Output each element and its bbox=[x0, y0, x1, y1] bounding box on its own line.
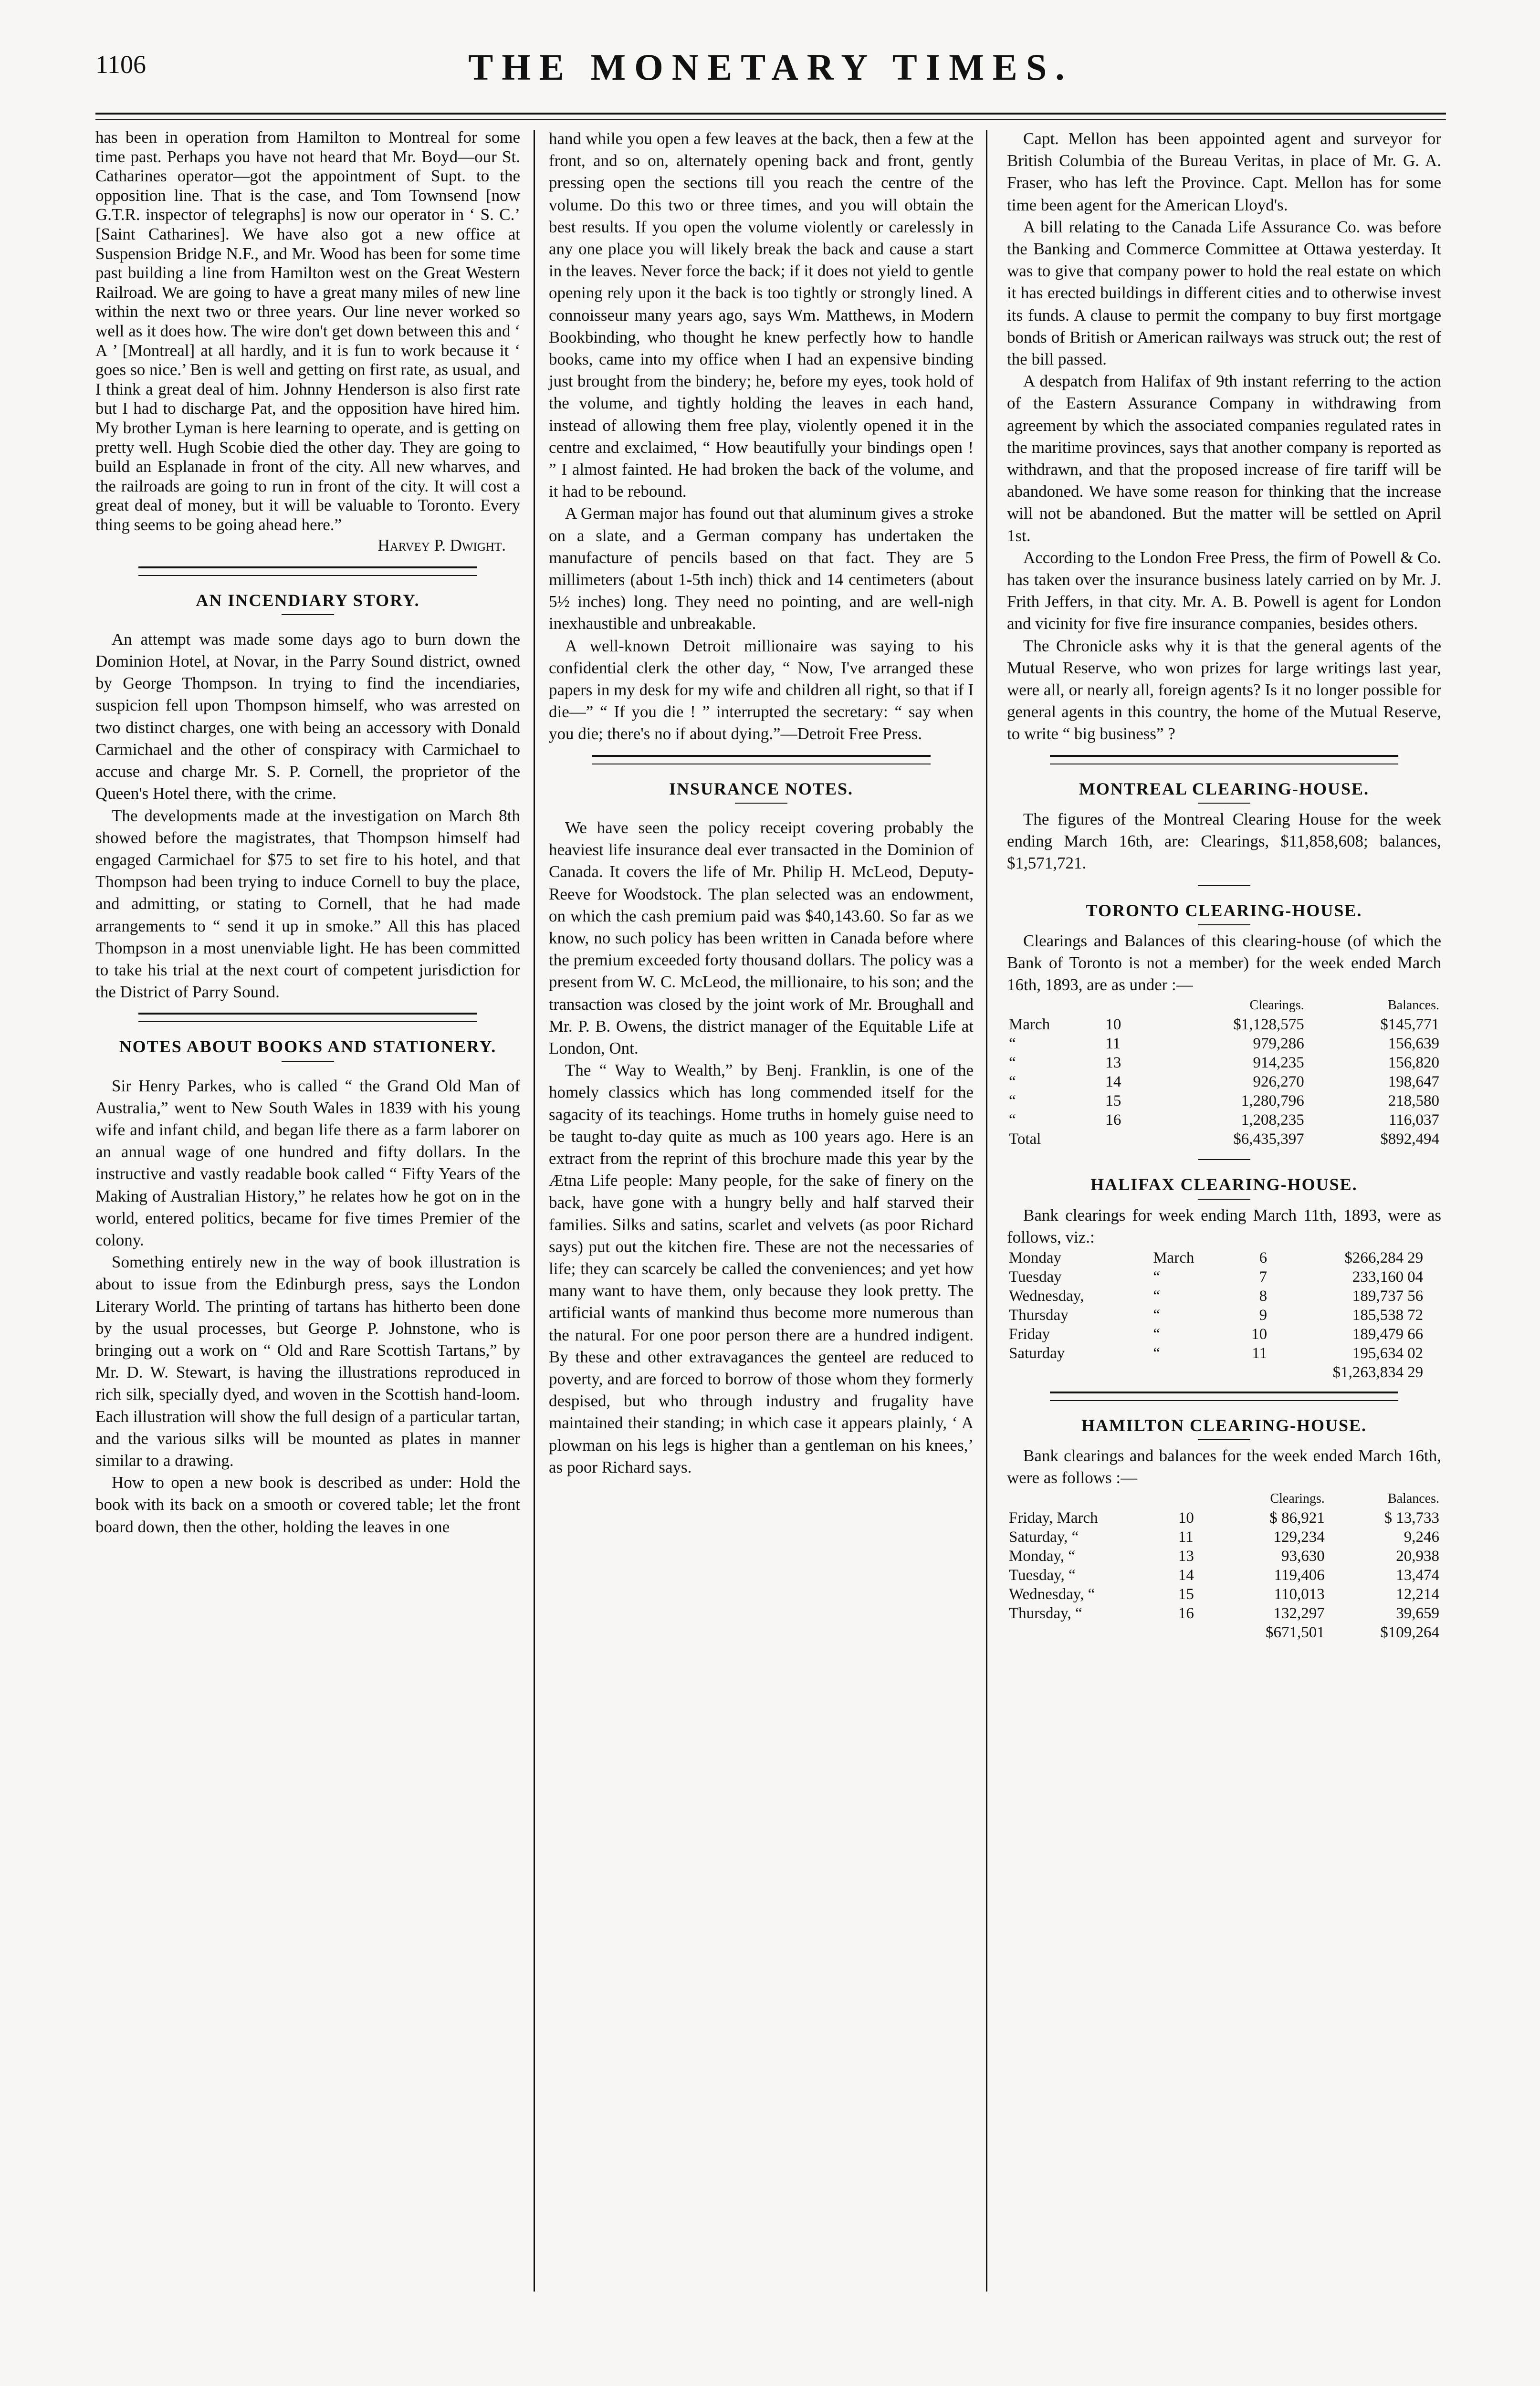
row-day: 10 bbox=[1251, 1325, 1268, 1343]
row-amount: 195,634 bbox=[1352, 1344, 1404, 1362]
halifax-clearing-intro: Bank clearings for week ending March 11th, 1893, were as follows, viz.: bbox=[1007, 1205, 1441, 1246]
total-clearings: $671,501 bbox=[1266, 1623, 1325, 1641]
hamilton-clearing-table bbox=[1007, 1489, 1441, 1642]
table-row bbox=[1007, 1566, 1441, 1585]
heading-rule bbox=[735, 803, 787, 804]
mellon-paragraph: Capt. Mellon has been appointed agent and surveyor for British Columbia of the Bureau Veritas, in place of Mr. G. A. Fraser, who has left the Province. Capt. Mellon has for some time been agent for the American Lloyd's. bbox=[1007, 129, 1441, 214]
toronto-clearing-intro: Clearings and Balances of this clearing-house (of which the Bank of Toronto is not a member) for the week ended March 16th, 1893, are as under :— bbox=[1007, 931, 1441, 994]
section-divider bbox=[1050, 755, 1398, 764]
total-balances: $109,264 bbox=[1380, 1623, 1439, 1641]
row-day: 9 bbox=[1259, 1306, 1268, 1324]
column-2 bbox=[549, 128, 974, 1478]
row-cents: 72 bbox=[1407, 1306, 1424, 1324]
heading-rule bbox=[1198, 924, 1250, 925]
letter-paragraph: has been in operation from Hamilton to Montreal for some time past. Perhaps you have not heard that Mr. Boyd—our St. Catharines operator—got the appointment of Supt. to the opposition line. That is the case, and Tom Townsend [now G.T.R. inspector of telegraphs] is now our operator in ‘ S. C.’ [Saint Catharines]. We have also got a new office at Suspension Bridge N.F., and Mr. Wood has been for some time past building a line from Hamilton west on the Great Western Railroad. We are going to have a great many miles of new line within the next two or three years. Our line never worked so well as it does how. The wire don't get down between this and ‘ A ’ [Montreal] at all hardly, and it is fun to work because it ‘ goes so nice.’ Ben is well and getting on first rate, as usual, and I think a great deal of him. Johnny Henderson is also first rate but I had to discharge Pat, and the opposition have hired him. My brother Lyman is here learning to operate, and is getting on pretty well. Hugh Scobie died the other day. They are going to build an Esplanade in front of the city. All new wharves, and the railroads are going to run in front of the city. It will cost a great deal of money, but it will be valuable to Toronto. Every thing seems to be going ahead here.” bbox=[95, 128, 520, 534]
row-day: 8 bbox=[1259, 1287, 1268, 1305]
row-amount: 189,737 bbox=[1352, 1287, 1404, 1305]
detroit-millionaire-paragraph: A well-known Detroit millionaire was saying to his confidential clerk the other day, “ Now, I've arranged these papers in my desk for my wife and children all right, so that if I die—” “ If you die ! ” interrupted the secretary: “ say when you die; there's no if about dying.”—Detroit Free Press. bbox=[549, 636, 974, 743]
row-weekday: Saturday bbox=[1009, 1344, 1065, 1362]
halifax-clearing-table bbox=[1007, 1248, 1441, 1382]
table-row bbox=[1007, 1053, 1441, 1072]
row-amount: $266,284 bbox=[1344, 1249, 1404, 1266]
hamilton-clearing-intro: Bank clearings and balances for the week ended March 16th, were as follows :— bbox=[1007, 1446, 1441, 1487]
table-row bbox=[1007, 1325, 1441, 1344]
row-day: 15 bbox=[1105, 1092, 1121, 1110]
row-day: 15 bbox=[1178, 1585, 1194, 1603]
masthead-title: THE MONETARY TIMES. bbox=[468, 46, 1073, 88]
row-day: 14 bbox=[1105, 1073, 1121, 1091]
row-weekday: Monday bbox=[1009, 1249, 1061, 1266]
section-divider bbox=[138, 566, 477, 576]
row-month: “ bbox=[1153, 1287, 1160, 1305]
row-balances: 13,474 bbox=[1396, 1566, 1439, 1584]
row-month: “ bbox=[1009, 1054, 1016, 1072]
section-rule bbox=[1198, 885, 1250, 886]
row-day: 11 bbox=[1105, 1035, 1121, 1053]
heading-insurance-notes: INSURANCE NOTES. bbox=[669, 779, 854, 798]
table-row bbox=[1007, 1248, 1441, 1267]
row-cents: 29 bbox=[1407, 1249, 1424, 1266]
table-row bbox=[1007, 1034, 1441, 1053]
row-clearings: 926,270 bbox=[1253, 1073, 1304, 1091]
row-month: “ bbox=[1153, 1344, 1160, 1362]
row-cents: 56 bbox=[1407, 1287, 1424, 1305]
heading-books-stationery: NOTES ABOUT BOOKS AND STATIONERY. bbox=[119, 1037, 497, 1057]
row-balances: 156,639 bbox=[1388, 1035, 1439, 1053]
row-clearings: 132,297 bbox=[1273, 1604, 1325, 1622]
row-month: “ bbox=[1153, 1268, 1160, 1286]
row-clearings: 119,406 bbox=[1274, 1566, 1325, 1584]
incendiary-paragraph-2: The developments made at the investigation on March 8th showed before the magistrates, that Thompson himself had engaged Carmichael for $75 to set fire to his hotel, and that Thompson had been trying to induce Cornell to buy the place, and admitting, or stating to Cornell, that he had made arrangements to “ send it up in smoke.” All this has placed Thompson in a most unenviable light. He has been committed to take his trial at the next court of competent jurisdiction for the District of Parry Sound. bbox=[95, 806, 520, 1002]
row-month: “ bbox=[1153, 1306, 1160, 1324]
column-3 bbox=[1007, 128, 1441, 1642]
table-row bbox=[1007, 1287, 1441, 1306]
row-label: Thursday, “ bbox=[1009, 1604, 1082, 1622]
insurance-paragraph-1: We have seen the policy receipt covering probably the heaviest life insurance deal ever transacted in the Dominion of Canada. It covers the life of Mr. Philip H. McLeod, Deputy-Reeve for Woodstock. The plan selected was an endowment, on which the cash premium paid was $40,143.60. So far as we know, no such policy has been written in Canada before where the premium exceeded forty thousand dollars. The policy was a present from W. C. McLeod, the millionaire, to his son; and the transaction was closed by the joint work of Mr. Broughall and Mr. P. B. Owens, the district manager of the Equitable Life at London, Ont. bbox=[549, 818, 974, 1057]
incendiary-paragraph-1: An attempt was made some days ago to burn down the Dominion Hotel, at Novar, in the Parry Sound district, owned by George Thompson. In trying to find the incendiaries, suspicion fell upon Thompson himself, who was arrested on two distinct charges, one with being an accessory with Donald Carmichael and the other of conspiracy with Carmichael to accuse and charge Mr. S. P. Cornell, the proprietor of the Queen's Hotel there, with the crime. bbox=[95, 629, 520, 803]
header-rule-bottom bbox=[95, 119, 1446, 120]
section-divider bbox=[138, 1013, 477, 1022]
table-row bbox=[1007, 1015, 1441, 1034]
row-day: 14 bbox=[1178, 1566, 1194, 1584]
row-month: March bbox=[1009, 1016, 1050, 1034]
column-rule-1 bbox=[534, 130, 535, 2292]
letter-signature: Harvey P. Dwight. bbox=[377, 536, 506, 555]
heading-rule bbox=[1198, 1199, 1250, 1200]
canada-life-bill-paragraph: A bill relating to the Canada Life Assurance Co. was before the Banking and Commerce Committee at Ottawa yesterday. It was to give that company power to hold the real estate on which it has erected buildings in different cities and to otherwise invest its funds. A clause to permit the company to buy first mortgage bonds of British or American railways was struck out; the rest of the bill passed. bbox=[1007, 217, 1441, 369]
london-free-press-paragraph: According to the London Free Press, the firm of Powell & Co. has taken over the insurance business lately carried on by Mr. J. Frith Jeffers, in that city. Mr. A. B. Powell is agent for London and vicinity for five fire insurance companies, besides others. bbox=[1007, 548, 1441, 633]
row-clearings: 1,208,235 bbox=[1241, 1111, 1304, 1129]
row-day: 11 bbox=[1252, 1344, 1268, 1362]
total-row bbox=[1007, 1130, 1441, 1149]
row-amount: 185,538 bbox=[1352, 1306, 1404, 1324]
row-day: 10 bbox=[1105, 1016, 1121, 1034]
row-month: “ bbox=[1153, 1325, 1160, 1343]
books-paragraph-1: Sir Henry Parkes, who is called “ the Grand Old Man of Australia,” went to New South Wales in 1839 with his young wife and infant child, and began life there as a farm laborer on an annual wage of one hundred and fifty dollars. In the instructive and vastly readable book called “ Fifty Years of the Making of Australian History,” he relates how he got on in the world, entered politics, became for five times Premier of the colony. bbox=[95, 1076, 520, 1249]
row-clearings: 914,235 bbox=[1253, 1054, 1304, 1072]
row-clearings: $ 86,921 bbox=[1269, 1509, 1325, 1527]
row-clearings: 1,280,796 bbox=[1241, 1092, 1304, 1110]
heading-incendiary-story: AN INCENDIARY STORY. bbox=[196, 590, 420, 610]
book-opening-continued: hand while you open a few leaves at the back, then a few at the front, and so on, alternately opening back and front, gently pressing open the sections till you reach the centre of the volume. Do this two or three times, and you will obtain the best results. If you open the volume violently or carelessly in any one place you will likely break the back and cause a start in the leaves. Never force the back; if it does not yield to gentle opening rely upon it the back is too tightly or strongly lined. A connoisseur many years ago, says Wm. Matthews, in Modern Bookbinding, who thought he knew perfectly how to handle books, came into my office when I had an expensive binding just brought from the bindery; he, before my eyes, took hold of the volume, and tightly holding the leaves in each hand, instead of allowing them free play, violently opened it in the centre and exclaimed, “ How beautifully your bindings open ! ” I almost fainted. He had broken the back of the volume, and it had to be rebound. bbox=[549, 129, 974, 501]
row-balances: $ 13,733 bbox=[1384, 1509, 1439, 1527]
column-1 bbox=[95, 128, 520, 1538]
clearings-column-header: Clearings. bbox=[1270, 1491, 1325, 1506]
heading-toronto-clearing: TORONTO CLEARING-HOUSE. bbox=[1086, 900, 1362, 920]
row-day: 10 bbox=[1178, 1509, 1194, 1527]
row-day: 6 bbox=[1259, 1249, 1268, 1266]
heading-rule bbox=[282, 1061, 334, 1062]
header-rule-top bbox=[95, 113, 1446, 115]
total-cents: 29 bbox=[1407, 1363, 1424, 1381]
books-paragraph-3: How to open a new book is described as under: Hold the book with its back on a smooth or covered table; let the front board down, then the other, holding the leaves in one bbox=[95, 1473, 520, 1536]
section-divider bbox=[1050, 1392, 1398, 1401]
row-balances: $145,771 bbox=[1380, 1016, 1439, 1034]
montreal-clearing-text: The figures of the Montreal Clearing House for the week ending March 16th, are: Clearings, $11,858,608; balances, $1,571,721. bbox=[1007, 809, 1441, 873]
row-day: 13 bbox=[1105, 1054, 1121, 1072]
row-month: “ bbox=[1009, 1111, 1016, 1129]
row-clearings: 129,234 bbox=[1273, 1528, 1325, 1546]
section-rule bbox=[1198, 1159, 1250, 1160]
chronicle-paragraph: The Chronicle asks why it is that the general agents of the Mutual Reserve, who won prizes for large writings last year, were all, or nearly all, foreign agents? Is it no longer possible for general agents in this country, the home of the Mutual Reserve, to write “ big business” ? bbox=[1007, 636, 1441, 743]
row-label: Tuesday, “ bbox=[1009, 1566, 1076, 1584]
row-day: 13 bbox=[1178, 1547, 1194, 1565]
balances-column-header: Balances. bbox=[1387, 998, 1439, 1013]
table-row bbox=[1007, 1091, 1441, 1110]
row-month: March bbox=[1153, 1249, 1194, 1266]
total-row bbox=[1007, 1363, 1441, 1382]
total-balances: $892,494 bbox=[1380, 1130, 1439, 1148]
row-cents: 04 bbox=[1407, 1268, 1424, 1286]
table-row bbox=[1007, 1344, 1441, 1363]
row-balances: 20,938 bbox=[1396, 1547, 1439, 1565]
row-month: “ bbox=[1009, 1035, 1016, 1053]
heading-halifax-clearing: HALIFAX CLEARING-HOUSE. bbox=[1090, 1175, 1358, 1194]
row-amount: 189,479 bbox=[1352, 1325, 1404, 1343]
row-label: Friday, March bbox=[1009, 1509, 1098, 1527]
row-label: Saturday, “ bbox=[1009, 1528, 1079, 1546]
row-day: 16 bbox=[1105, 1111, 1121, 1129]
books-paragraph-2: Something entirely new in the way of book illustration is about to issue from the Edinburgh press, says the London Literary World. The printing of tartans has hitherto been done by the usual processes, but George P. Johnstone, who is bringing out a work on “ Old and Rare Scottish Tartans,” by Mr. D. W. Stewart, is having the illustrations reproduced in rich silk, specially dyed, and woven in the Scottish hand-loom. Each illustration will show the full design of a particular tartan, and the various silks will be mounted as plates in manner similar to a drawing. bbox=[95, 1253, 520, 1470]
row-day: 16 bbox=[1178, 1604, 1194, 1622]
row-clearings: 93,630 bbox=[1281, 1547, 1325, 1565]
row-label: Wednesday, “ bbox=[1009, 1585, 1095, 1603]
row-weekday: Friday bbox=[1009, 1325, 1050, 1343]
clearings-column-header: Clearings. bbox=[1249, 998, 1304, 1013]
total-amount: $1,263,834 bbox=[1332, 1363, 1404, 1381]
row-clearings: 979,286 bbox=[1253, 1035, 1304, 1053]
toronto-clearing-table bbox=[1007, 996, 1441, 1149]
row-weekday: Tuesday bbox=[1009, 1268, 1062, 1286]
row-weekday: Thursday bbox=[1009, 1306, 1069, 1324]
row-cents: 66 bbox=[1407, 1325, 1424, 1343]
table-row bbox=[1007, 1585, 1441, 1604]
table-row bbox=[1007, 1604, 1441, 1623]
row-balances: 9,246 bbox=[1404, 1528, 1439, 1546]
table-header-row bbox=[1007, 996, 1441, 1015]
column-rule-2 bbox=[986, 130, 987, 2292]
row-weekday: Wednesday, bbox=[1009, 1287, 1084, 1305]
heading-rule bbox=[1198, 803, 1250, 804]
halifax-despatch-paragraph: A despatch from Halifax of 9th instant referring to the action of the Eastern Assurance Company in withdrawing from agreement by which the associated companies regulated rates in the maritime provinces, says that another company is reported as withdrawn, and that the proposed increase of fire tariff will be abandoned. We have some reason for thinking that the increase will not be abandoned. But the matter will be settled on April 1st. bbox=[1007, 372, 1441, 545]
page-number: 1106 bbox=[95, 50, 146, 79]
row-cents: 02 bbox=[1407, 1344, 1424, 1362]
total-row bbox=[1007, 1623, 1441, 1642]
table-row bbox=[1007, 1508, 1441, 1528]
row-balances: 39,659 bbox=[1396, 1604, 1439, 1622]
row-amount: 233,160 bbox=[1352, 1268, 1404, 1286]
row-balances: 218,580 bbox=[1388, 1092, 1439, 1110]
row-clearings: 110,013 bbox=[1274, 1585, 1325, 1603]
page-header bbox=[95, 46, 1446, 103]
heading-montreal-clearing: MONTREAL CLEARING-HOUSE. bbox=[1079, 779, 1370, 798]
insurance-paragraph-2: The “ Way to Wealth,” by Benj. Franklin, is one of the homely classics which has long commended itself for the sagacity of its teachings. Home truths in homely guise need to be taught to-day quite as much as 100 years ago. Here is an extract from the reprint of this brochure made this year by the Ætna Life people: Many people, for the sake of finery on the back, have gone with a hungry belly and half starved their families. Silks and satins, scarlet and velvets (as poor Richard says) put out the kitchen fire. These are not the necessaries of life; they can scarcely be called the conveniences; and yet how many want to have them, only because they look pretty. The artificial wants of mankind thus become more numerous than the natural. For one poor person there are a hundred indigent. By these and other extravagances the genteel are reduced to poverty, and are forced to borrow of those whom they formerly despised, but who through industry and frugality have maintained their standing; in which case it appears plainly, ‘ A plowman on his legs is higher than a gentleman on his knees,’ as poor Richard says. bbox=[549, 1061, 974, 1476]
row-day: 7 bbox=[1259, 1268, 1268, 1286]
table-row bbox=[1007, 1110, 1441, 1130]
table-row bbox=[1007, 1267, 1441, 1287]
heading-hamilton-clearing: HAMILTON CLEARING-HOUSE. bbox=[1081, 1415, 1367, 1435]
row-day: 11 bbox=[1178, 1528, 1194, 1546]
total-label: Total bbox=[1009, 1130, 1041, 1148]
row-balances: 12,214 bbox=[1396, 1585, 1439, 1603]
balances-column-header: Balances. bbox=[1387, 1491, 1439, 1506]
row-balances: 156,820 bbox=[1388, 1054, 1439, 1072]
table-row bbox=[1007, 1547, 1441, 1566]
section-divider bbox=[592, 755, 931, 764]
row-balances: 116,037 bbox=[1388, 1111, 1439, 1129]
row-month: “ bbox=[1009, 1092, 1016, 1110]
table-row bbox=[1007, 1072, 1441, 1091]
total-clearings: $6,435,397 bbox=[1233, 1130, 1304, 1148]
row-label: Monday, “ bbox=[1009, 1547, 1075, 1565]
heading-rule bbox=[282, 614, 334, 615]
german-pencil-paragraph: A German major has found out that aluminum gives a stroke on a slate, and a German company has undertaken the manufacture of pencils based on that fact. They are 5 millimeters (about 1-5th inch) thick and 14 centimeters (about 5½ inches) long. They need no pointing, and are well-nigh inexhaustible and unbreakable. bbox=[549, 504, 974, 633]
row-month: “ bbox=[1009, 1073, 1016, 1091]
row-balances: 198,647 bbox=[1388, 1073, 1439, 1091]
heading-rule bbox=[1198, 1439, 1250, 1440]
row-clearings: $1,128,575 bbox=[1233, 1016, 1304, 1034]
table-header-row bbox=[1007, 1489, 1441, 1508]
table-row bbox=[1007, 1528, 1441, 1547]
table-row bbox=[1007, 1306, 1441, 1325]
